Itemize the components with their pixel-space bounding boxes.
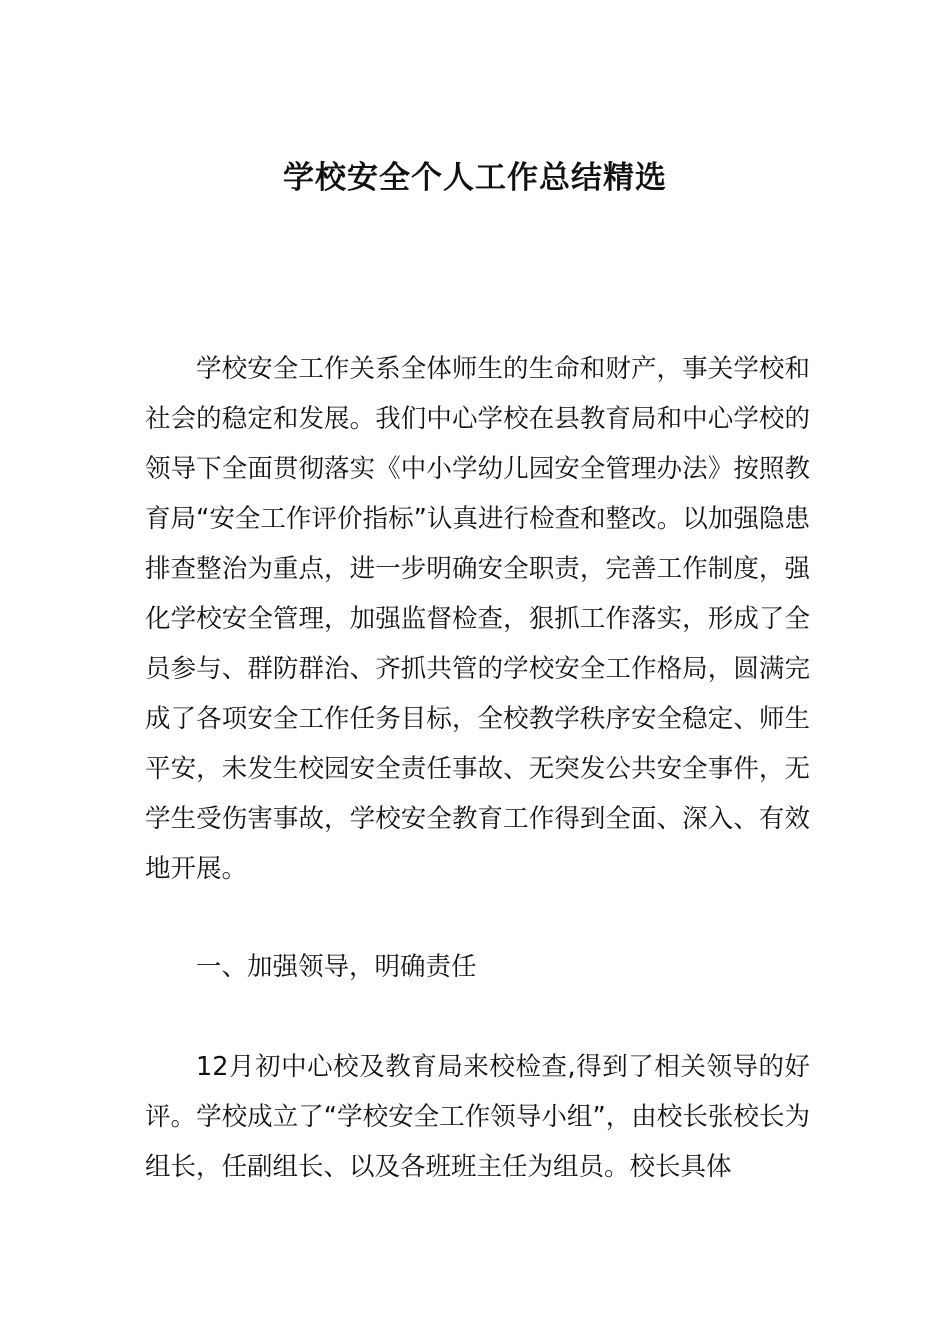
intro-paragraph: 学校安全工作关系全体师生的生命和财产，事关学校和社会的稳定和发展。我们中心学校在县教育局和中心学校的领导下全面贯彻落实《中小学幼儿园安全管理办法》按照教育局“安全工作评价指标”认真进行检查和整改。以加强隐患排查整治为重点，进一步明确安全职责，完善工作制度，强化学校安全管理，加强监督检查，狠抓工作落实，形成了全员参与、群防群治、齐抓共管的学校安全工作格局，圆满完成了各项安全工作任务目标，全校教学秩序安全稳定、师生平安，未发生校园安全责任事故、无突发公共安全事件，无学生受伤害事故，学校安全教育工作得到全面、深入、有效地开展。 <box>145 354 810 884</box>
section-heading: 一、加强领导，明确责任 <box>196 952 477 982</box>
section-paragraph: 12月初中心校及教育局来校检查,得到了相关领导的好评。学校成立了“学校安全工作领导小组”，由校长张校长为组长，任副组长、以及各班班主任为组员。校长具体 <box>145 1052 810 1182</box>
document-title: 学校安全个人工作总结精选 <box>283 160 667 196</box>
